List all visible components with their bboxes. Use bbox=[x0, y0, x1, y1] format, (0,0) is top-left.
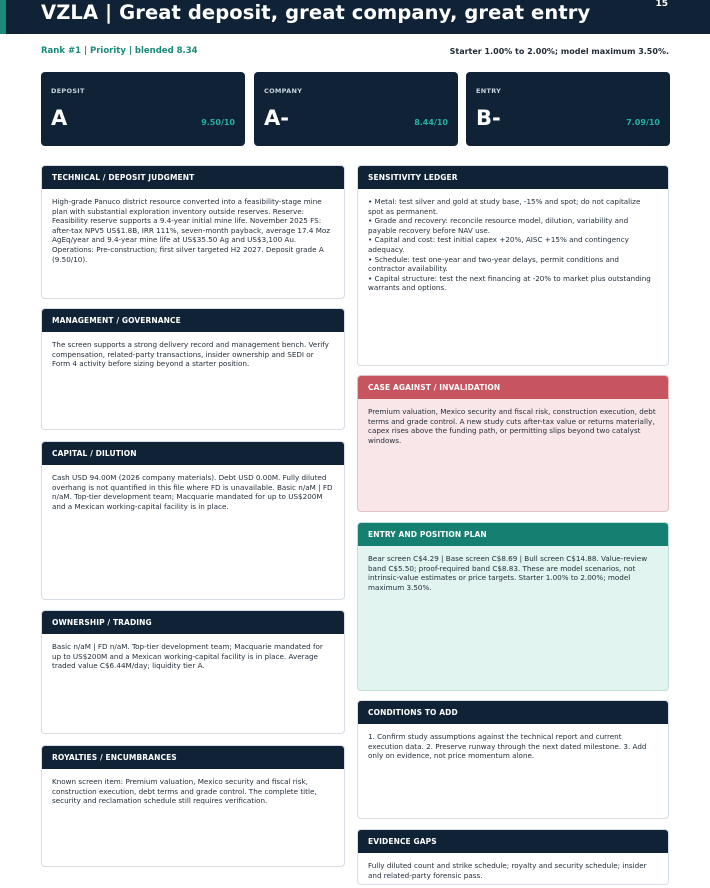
royalties-panel bbox=[41, 745, 345, 867]
panel-body: Fully diluted count and strike schedule; royalty and security schedule; insider and related-party forensic pass. bbox=[368, 861, 647, 880]
panel-title: CASE AGAINST / INVALIDATION bbox=[358, 376, 668, 399]
capital-panel bbox=[41, 441, 345, 600]
panel-body: The screen supports a strong delivery record and management bench. Verify compensation, related-party transactions, insider ownership and SEDI or Form 4 activity before sizing beyond a starter position. bbox=[52, 340, 329, 369]
panel-body: Known screen item: Premium valuation, Mexico security and fiscal risk, construction execution, debt terms and grade control. The complete title, security and reclamation schedule still requires verification. bbox=[52, 777, 317, 806]
panel-title: TECHNICAL / DEPOSIT JUDGMENT bbox=[42, 166, 344, 189]
grade-label: COMPANY bbox=[264, 87, 303, 95]
panel-body: Bear screen C$4.29 | Base screen C$8.69 | Bull screen C$14.88. Value-review band C$5.50; proof-required band C$8.83. These are model scenarios, not intrinsic-value estimates or price targets. Starter 1.00% to 2.00%; model maximum 3.50%. bbox=[368, 554, 648, 592]
panel-title: ROYALTIES / ENCUMBRANCES bbox=[42, 746, 344, 769]
rank-line: Rank #1 | Priority | blended 8.34 bbox=[41, 46, 198, 56]
grade-letter: A- bbox=[264, 106, 289, 130]
panel-body: Basic n/aM | FD n/aM. Top-tier development team; Macquarie mandated for up to US$200M and a Mexican working-capital facility is in place. Average traded value C$6.44M/day; liquidity tier A. bbox=[52, 642, 323, 671]
entry-plan-panel bbox=[357, 522, 669, 691]
ledger-item: • Metal: test silver and gold at study base, -15% and spot; do not capitalize spot as permanent. bbox=[368, 197, 641, 216]
panel-title: OWNERSHIP / TRADING bbox=[42, 611, 344, 634]
page-header bbox=[0, 0, 710, 34]
ledger-item: • Grade and recovery: reconcile resource model, dilution, variability and payable recovery before NAV use. bbox=[368, 216, 629, 235]
deposit-grade-card bbox=[41, 72, 245, 146]
case-against-panel bbox=[357, 375, 669, 512]
panel-body: High-grade Panuco district resource converted into a feasibility-stage mine plan with substantial exploration inventory outside reserves. Reserve: Feasibility reserve supports a 9.4-year initial mine life. November 2025 FS: after-tax NPV5 US$1.8B, IRR 111%, seven-month payback, average 17.4 Moz AgEq/year and 9.4-year mine life at US$35.50 Ag and US$3,100 Au. Operations: Pre-construction; first silver targeted H2 2027. Deposit grade A (9.50/10). bbox=[52, 197, 331, 264]
ledger-item: • Capital and cost: test initial capex +20%, AISC +15% and contingency adequacy. bbox=[368, 235, 629, 254]
grade-score: 9.50/10 bbox=[201, 118, 235, 127]
panel-title: CAPITAL / DILUTION bbox=[42, 442, 344, 465]
panel-body: 1. Confirm study assumptions against the technical report and current execution data. 2. Preserve runway through the next dated milestone. 3. Add only on evidence, not price momentum alone. bbox=[368, 732, 647, 761]
ledger-item: • Capital structure: test the next financing at -20% to market plus outstanding warrants and options. bbox=[368, 273, 651, 293]
ledger-item: • Schedule: test one-year and two-year delays, permit conditions and contractor availability. bbox=[368, 254, 619, 274]
grade-label: DEPOSIT bbox=[51, 87, 85, 95]
grade-score: 8.44/10 bbox=[414, 118, 448, 127]
conditions-panel bbox=[357, 700, 669, 819]
grade-letter: B- bbox=[476, 106, 501, 130]
page-title: VZLA | Great deposit, great company, great entry bbox=[41, 1, 591, 24]
grade-score: 7.09/10 bbox=[626, 118, 660, 127]
panel-title: CONDITIONS TO ADD bbox=[358, 701, 668, 724]
panel-body: Premium valuation, Mexico security and fiscal risk, construction execution, debt terms and grade control. A new study cuts after-tax value or returns materially, capex rises above the funding path, or permitting slips beyond two catalyst windows. bbox=[368, 407, 656, 445]
company-grade-card bbox=[254, 72, 458, 146]
entry-grade-card bbox=[466, 72, 670, 146]
panel-title: ENTRY AND POSITION PLAN bbox=[358, 523, 668, 546]
panel-title: EVIDENCE GAPS bbox=[358, 830, 668, 853]
management-panel bbox=[41, 308, 345, 430]
technical-panel bbox=[41, 165, 345, 299]
grade-letter: A bbox=[51, 106, 68, 130]
ownership-panel bbox=[41, 610, 345, 734]
panel-title: SENSITIVITY LEDGER bbox=[358, 166, 668, 189]
sizing-line: Starter 1.00% to 2.00%; model maximum 3.50%. bbox=[449, 47, 669, 56]
sensitivity-panel bbox=[357, 165, 669, 366]
grade-label: ENTRY bbox=[476, 87, 502, 95]
panel-body bbox=[358, 189, 668, 293]
page-number: 15 bbox=[655, 0, 668, 9]
panel-body: Cash USD 94.00M (2026 company materials). Debt USD 0.00M. Fully diluted overhang is not quantified in this file where FD is unavailable. Basic n/aM | FD n/aM. Top-tier development team; Macquarie mandated for up to US$200M and a Mexican working-capital facility is in place. bbox=[52, 473, 333, 511]
panel-title: MANAGEMENT / GOVERNANCE bbox=[42, 309, 344, 332]
evidence-panel bbox=[357, 829, 669, 885]
